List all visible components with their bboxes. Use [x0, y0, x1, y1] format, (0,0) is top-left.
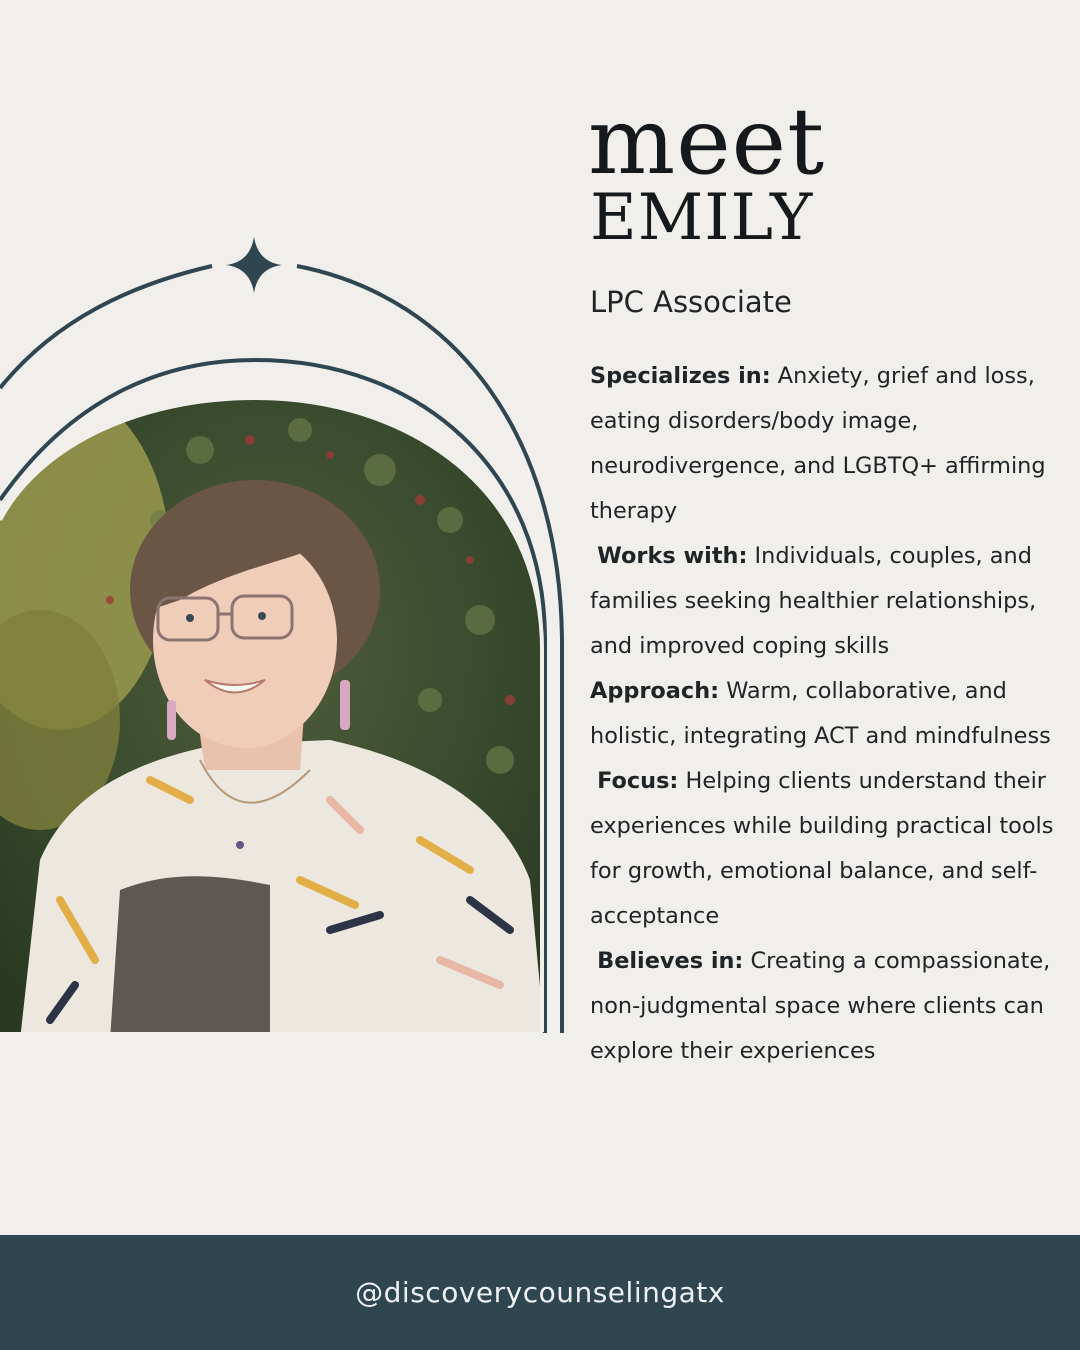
bio-section	[590, 354, 1065, 1074]
social-handle-link[interactable]: @discoverycounselingatx	[355, 1276, 725, 1309]
specializes-label: Specializes in:	[590, 363, 771, 389]
believes-label: Believes in:	[597, 948, 744, 974]
title-meet: meet	[588, 88, 826, 195]
approach-text: Warm, collaborative, and holistic, integrating ACT and mindfulness	[590, 678, 1051, 749]
works-with-label: Works with:	[597, 543, 748, 569]
bio-believes	[590, 939, 1065, 1074]
footer-bar	[0, 1235, 1080, 1350]
bio-approach	[590, 669, 1065, 759]
title-name: EMILY	[590, 181, 814, 255]
role-title: LPC Associate	[590, 285, 792, 319]
bio-works-with	[590, 534, 1065, 669]
bio-focus	[590, 759, 1065, 939]
believes-text: Creating a compassionate, non-judgmental space where clients can explore their experiences	[590, 948, 1051, 1064]
specializes-text: Anxiety, grief and loss, eating disorders/body image, neurodivergence, and LGBTQ+ affirming therapy	[590, 363, 1046, 524]
bio-specializes	[590, 354, 1065, 534]
focus-text: Helping clients understand their experiences while building practical tools for growth, emotional balance, and self-acceptance	[590, 768, 1054, 929]
focus-label: Focus:	[597, 768, 679, 794]
approach-label: Approach:	[590, 678, 720, 704]
works-with-text: Individuals, couples, and families seeking healthier relationships, and improved coping skills	[590, 543, 1037, 659]
